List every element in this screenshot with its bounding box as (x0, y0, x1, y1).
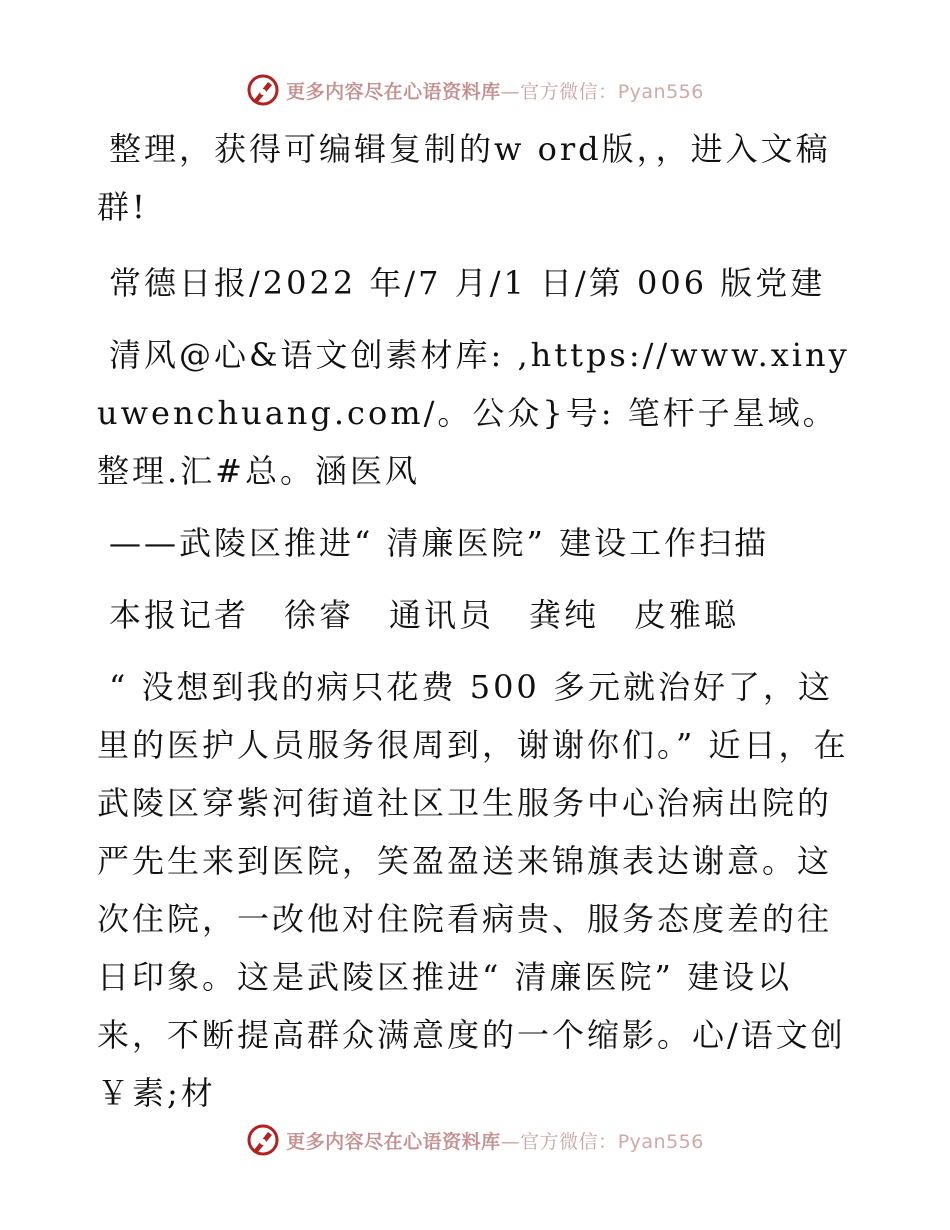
watermark-text (286, 1127, 704, 1154)
quill-logo-icon (246, 73, 280, 107)
document-body (97, 120, 857, 1122)
watermark-site-text: 更多内容尽在心语资料库 (286, 1130, 501, 1153)
material-line: 清风@心&语文创素材库: ,https://www.xinyuwenchuang.com/。公众}号: 笔杆子星域。整理.汇#总。涵医风 (97, 336, 850, 490)
source-line: 常德日报/2022 年/7 月/1 日/第 006 版党建 (109, 264, 826, 302)
watermark-wechat-id: Pyan556 (617, 1130, 704, 1153)
article-subtitle: ——武陵区推进“ 清廉医院” 建设工作扫描 (109, 524, 770, 562)
footer-watermark (0, 1120, 950, 1160)
watermark-separator: — (500, 80, 521, 103)
intro-line: 整理，获得可编辑复制的w ord版，，进入文稿群! (97, 130, 831, 226)
watermark-wechat-id: Pyan556 (617, 80, 704, 103)
watermark-wechat-label: 官方微信： (520, 1130, 618, 1153)
header-watermark (0, 70, 950, 110)
quill-logo-icon (246, 1123, 280, 1157)
article-byline: 本报记者 徐睿 通讯员 龚纯 皮雅聪 (109, 596, 740, 634)
body-paragraph: “ 没想到我的病只花费 500 多元就治好了，这里的医护人员服务很周到，谢谢你们。” 近日，在武陵区穿紫河街道社区卫生服务中心治病出院的严先生来到医院，笑盈盈送来锦旗表达谢意。这次住院，一改他对住院看病贵、服务态度差的往日印象。这是武陵区推进“ 清廉医院” 建设以来，不断提高群众满意度的一个缩影。心/语文创￥素;材 (97, 668, 849, 1112)
watermark-text (286, 77, 704, 104)
watermark-separator: — (500, 1130, 521, 1153)
watermark-wechat-label: 官方微信： (520, 80, 618, 103)
watermark-site-text: 更多内容尽在心语资料库 (286, 80, 501, 103)
